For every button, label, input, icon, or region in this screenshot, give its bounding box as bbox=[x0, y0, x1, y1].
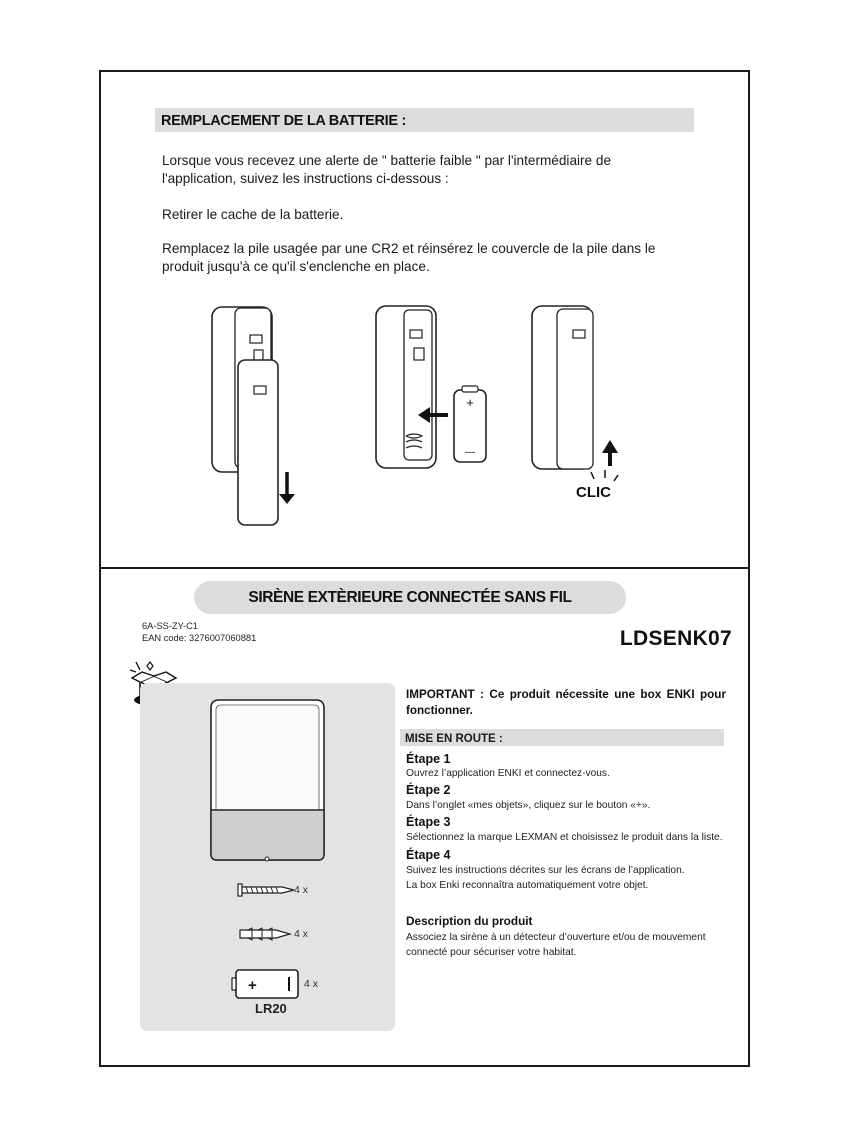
product-title: SIRÈNE EXTÈRIEURE CONNECTÉE SANS FIL bbox=[194, 581, 626, 614]
lr20-plus-label: + bbox=[248, 977, 257, 994]
step-1-text: Ouvrez l’application ENKI et connectez-vous. bbox=[406, 768, 610, 779]
step-1-title: Étape 1 bbox=[406, 752, 451, 766]
battery-quantity: 4 x bbox=[304, 978, 319, 990]
para1-line2: l'application, suivez les instructions ci-dessous : bbox=[162, 171, 449, 186]
battery-minus-label: — bbox=[465, 447, 475, 458]
step-4-text-2: La box Enki reconnaîtra automatiquement votre objet. bbox=[406, 880, 649, 891]
battery-terminal bbox=[462, 386, 478, 392]
step-2-title: Étape 2 bbox=[406, 783, 451, 797]
step-2-text: Dans l’onglet «mes objets», cliquez sur le bouton «+». bbox=[406, 800, 651, 811]
step-4-text: Suivez les instructions décrites sur les écrans de l’application. bbox=[406, 865, 685, 876]
anchor-quantity: 4 x bbox=[294, 928, 309, 940]
lr20-battery-icon bbox=[232, 968, 302, 1000]
para1-line1: Lorsque vous recevez une alerte de " batterie faible " par l'intermédiaire de bbox=[162, 153, 612, 168]
setup-heading: MISE EN ROUTE : bbox=[405, 733, 503, 745]
battery-type: LR20 bbox=[255, 1001, 287, 1016]
siren-face bbox=[216, 705, 319, 810]
battery-heading: REMPLACEMENT DE LA BATTERIE : bbox=[161, 113, 407, 129]
clic-label: CLIC bbox=[576, 484, 611, 501]
siren-screw-hole bbox=[265, 857, 269, 861]
description-line-1: Associez la sirène à un détecteur d’ouverture et/ou de mouvement bbox=[406, 932, 706, 943]
screw-icon bbox=[236, 882, 296, 898]
step-4-title: Étape 4 bbox=[406, 848, 451, 862]
clic-ray-3 bbox=[614, 475, 618, 481]
battery-paragraph-3 bbox=[162, 240, 655, 276]
ref-code: 6A-SS-ZY-C1 bbox=[142, 621, 198, 631]
battery-cover bbox=[238, 360, 278, 525]
para3-line1: Remplacez la pile usagée par une CR2 et réinsérez le couvercle de la pile dans le bbox=[162, 241, 656, 256]
clic-ray-1 bbox=[591, 472, 594, 479]
ean-code: EAN code: 3276007060881 bbox=[142, 633, 257, 643]
screw-quantity: 4 x bbox=[294, 884, 309, 896]
para3-line2: produit jusqu'à ce qu'il s'enclenche en place. bbox=[162, 259, 430, 274]
important-notice: IMPORTANT : Ce produit nécessite une box ENKI pour fonctionner. bbox=[406, 688, 726, 717]
description-title: Description du produit bbox=[406, 914, 533, 928]
step-3-title: Étape 3 bbox=[406, 815, 451, 829]
arrow-down-icon bbox=[279, 494, 295, 504]
model-number: LDSENK07 bbox=[619, 627, 732, 650]
battery-heading-bar bbox=[155, 108, 694, 132]
siren-illustration bbox=[205, 696, 330, 866]
cover-closed bbox=[557, 309, 593, 469]
battery-paragraph-1 bbox=[162, 152, 611, 188]
description-line-2: connecté pour sécuriser votre habitat. bbox=[406, 947, 577, 958]
illustration-insert-battery bbox=[370, 300, 500, 480]
wall-anchor-icon bbox=[238, 926, 294, 942]
siren-lens bbox=[211, 810, 324, 860]
step-3-text: Sélectionnez la marque LEXMAN et choisissez le produit dans la liste. bbox=[406, 832, 723, 843]
arrow-up-icon bbox=[602, 440, 618, 453]
battery-paragraph-2: Retirer le cache de la batterie. bbox=[162, 207, 344, 222]
illustration-remove-cover bbox=[205, 300, 305, 530]
setup-heading-bar bbox=[400, 729, 724, 746]
battery-plus-label: + bbox=[466, 395, 474, 410]
illustration-close-cover bbox=[525, 300, 635, 500]
